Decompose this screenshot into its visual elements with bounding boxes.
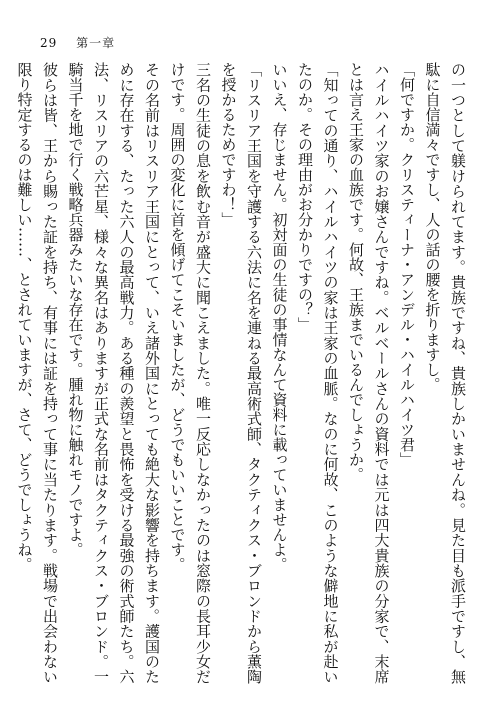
paragraph: の一つとして躾けられてます。貴族ですね、貴族しかいませんね。見た目も派手ですし、無駄に自信満々ですし、人の話の腰を折りますし。 bbox=[423, 62, 467, 684]
vertical-body-text bbox=[15, 62, 470, 684]
paragraph: 三名の生徒の息を飲む音が盛大に聞こえました。唯一反応しなかったのは窓際の長耳少女だけです。周囲の変化に首を傾げてこそいましたが、どうでもいいことです。 bbox=[168, 62, 212, 684]
paragraph: 彼らは皆、王から賜った証を持ち、有事には証を持って事に当たります。戦場で出会わない限り特定するのは難しい……、とされていますが、さて、どうでしょうね。 bbox=[15, 62, 59, 684]
page-header bbox=[40, 34, 115, 51]
paragraph: ハイルハイツ家のお嬢さんですね。ベルベールさんの資料では元は四大貴族の分家で、末席とは言え王家の血族です。何故、王族までいるんでしょうか。 bbox=[347, 62, 391, 684]
paragraph: 「何ですか。クリスティーナ・アンデル・ハイルハイツ君」 bbox=[398, 62, 416, 467]
paragraph: 「リスリア王国を守護する六法に名を連ねる最高術式師、タクティクス・ブロンドから薫陶を授かるためですわ！」 bbox=[219, 62, 263, 684]
chapter-title: 第一章 bbox=[76, 36, 116, 50]
paragraph: 「知っての通り、ハイルハイツの家は王家の血脈。なのに何故、このような僻地に私が赴いたのか。その理由がお分かりですの？」 bbox=[296, 62, 340, 684]
paragraph: いいえ、存じません。初対面の生徒の事情なんて資料に載っていませんよ。 bbox=[270, 62, 289, 572]
page-number: 29 bbox=[40, 36, 58, 50]
paragraph: その名前はリスリア王国にとって、いえ諸外国にとっても絶大な影響を持ちます。護国のために存在する、たった六人の最高戦力。ある種の羨望と畏怖を受ける最強の術式師たち。六法、リスリアの六芒星、様々な異名はありますが正式な名前はタクティクス・ブロンド。一騎当千を地で行く戦略兵器みたいな存在です。腫れ物に触れモノですよ。 bbox=[66, 62, 161, 684]
